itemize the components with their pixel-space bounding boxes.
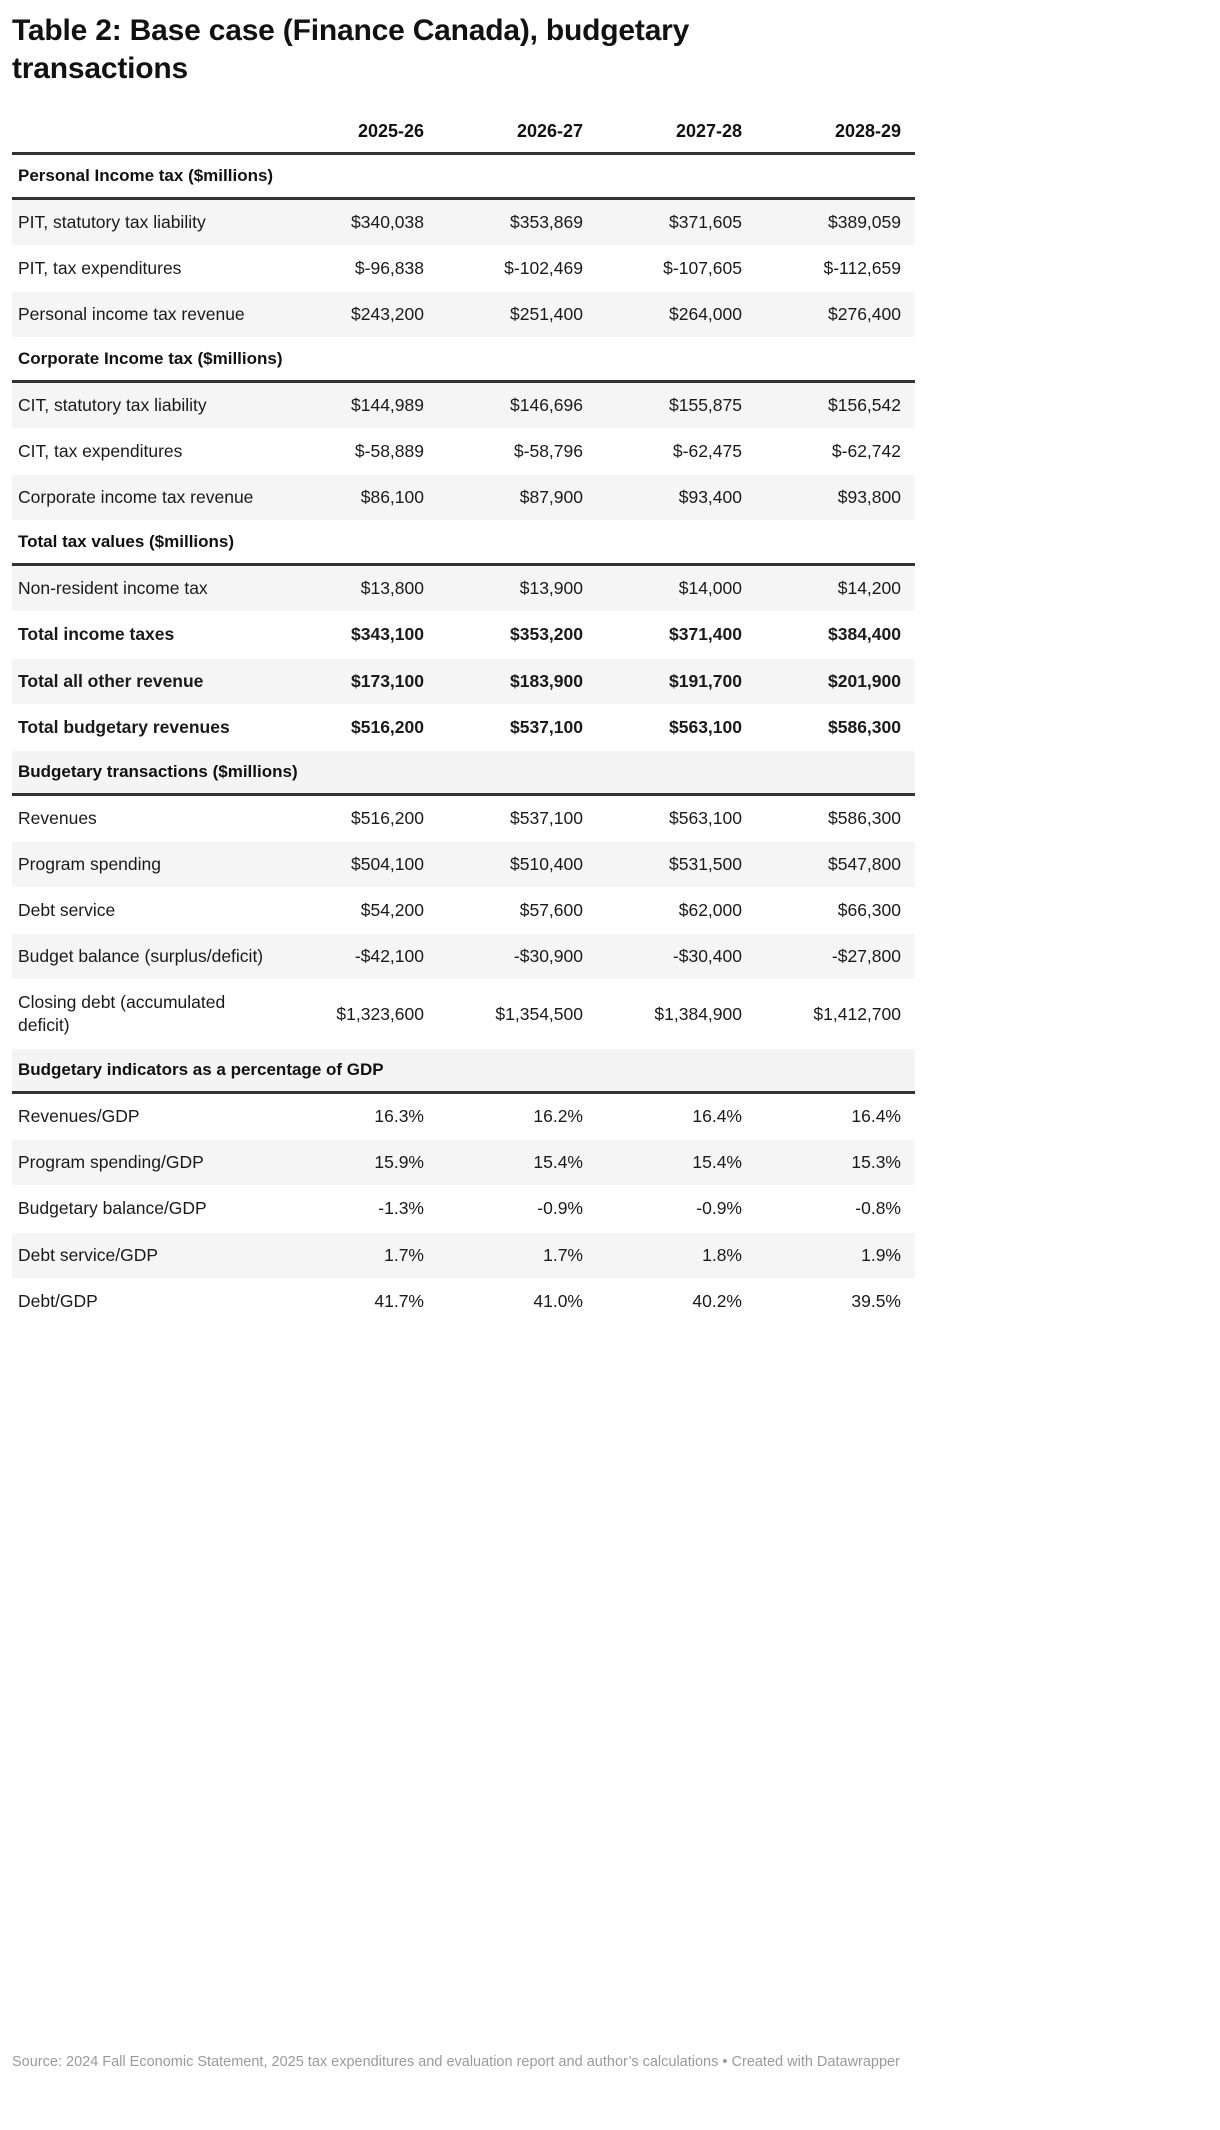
row-value: $1,323,600	[279, 980, 438, 1049]
row-label: Debt service/GDP	[12, 1232, 279, 1278]
table-row	[12, 658, 915, 704]
row-value: 1.7%	[438, 1232, 597, 1278]
row-value: $510,400	[438, 841, 597, 887]
row-value: $563,100	[597, 704, 756, 750]
row-label: Corporate income tax revenue	[12, 475, 279, 521]
row-value: $14,200	[756, 565, 915, 612]
table-container	[0, 115, 1220, 1325]
row-value: $191,700	[597, 658, 756, 704]
row-value: $389,059	[756, 198, 915, 245]
table-row	[12, 887, 915, 933]
column-header-label	[12, 115, 279, 154]
row-value: $-96,838	[279, 245, 438, 291]
row-value: $371,605	[597, 198, 756, 245]
row-label: Program spending/GDP	[12, 1140, 279, 1186]
row-value: -$27,800	[756, 934, 915, 980]
row-value: 41.0%	[438, 1278, 597, 1324]
row-value: $537,100	[438, 704, 597, 750]
row-value: $1,384,900	[597, 980, 756, 1049]
section-header-label: Total tax values ($millions)	[12, 521, 915, 565]
row-value: $144,989	[279, 382, 438, 429]
row-value: $13,800	[279, 565, 438, 612]
row-value: $264,000	[597, 291, 756, 337]
section-header-row	[12, 153, 915, 198]
row-value: 1.8%	[597, 1232, 756, 1278]
row-value: 40.2%	[597, 1278, 756, 1324]
table-row	[12, 1093, 915, 1140]
row-label: Debt service	[12, 887, 279, 933]
row-value: -0.9%	[597, 1186, 756, 1232]
table-row	[12, 245, 915, 291]
row-value: $155,875	[597, 382, 756, 429]
table-row	[12, 382, 915, 429]
row-label: Program spending	[12, 841, 279, 887]
row-value: $57,600	[438, 887, 597, 933]
row-value: $504,100	[279, 841, 438, 887]
row-value: $516,200	[279, 794, 438, 841]
row-value: $93,800	[756, 475, 915, 521]
row-value: $-107,605	[597, 245, 756, 291]
row-value: $353,869	[438, 198, 597, 245]
row-value: -1.3%	[279, 1186, 438, 1232]
row-value: $66,300	[756, 887, 915, 933]
section-header-row	[12, 338, 915, 382]
row-value: $537,100	[438, 794, 597, 841]
row-label: Budgetary balance/GDP	[12, 1186, 279, 1232]
row-value: $13,900	[438, 565, 597, 612]
row-label: Total income taxes	[12, 612, 279, 658]
table-row	[12, 1232, 915, 1278]
table-row	[12, 980, 915, 1049]
section-header-row	[12, 1049, 915, 1093]
table-row	[12, 934, 915, 980]
row-label: Debt/GDP	[12, 1278, 279, 1324]
row-value: $54,200	[279, 887, 438, 933]
row-value: 16.3%	[279, 1093, 438, 1140]
table-row	[12, 794, 915, 841]
row-value: $340,038	[279, 198, 438, 245]
section-header-label: Personal Income tax ($millions)	[12, 153, 915, 198]
row-value: $156,542	[756, 382, 915, 429]
row-value: 15.4%	[597, 1140, 756, 1186]
row-value: $563,100	[597, 794, 756, 841]
row-label: CIT, statutory tax liability	[12, 382, 279, 429]
row-label: CIT, tax expenditures	[12, 429, 279, 475]
row-value: $-58,796	[438, 429, 597, 475]
row-value: 15.3%	[756, 1140, 915, 1186]
row-label: PIT, tax expenditures	[12, 245, 279, 291]
header-row	[12, 115, 915, 154]
row-value: $384,400	[756, 612, 915, 658]
table-row	[12, 475, 915, 521]
row-label: Personal income tax revenue	[12, 291, 279, 337]
row-value: $516,200	[279, 704, 438, 750]
row-value: $-62,475	[597, 429, 756, 475]
row-value: $531,500	[597, 841, 756, 887]
table-row	[12, 841, 915, 887]
row-value: $1,412,700	[756, 980, 915, 1049]
table-row	[12, 1278, 915, 1324]
row-value: -$30,900	[438, 934, 597, 980]
row-value: 16.4%	[597, 1093, 756, 1140]
row-label: Total all other revenue	[12, 658, 279, 704]
row-value: $243,200	[279, 291, 438, 337]
table-header	[12, 115, 915, 154]
row-label: Revenues/GDP	[12, 1093, 279, 1140]
row-value: 1.9%	[756, 1232, 915, 1278]
column-header-2027-28: 2027-28	[597, 115, 756, 154]
column-header-2025-26: 2025-26	[279, 115, 438, 154]
row-value: 16.2%	[438, 1093, 597, 1140]
row-label: Revenues	[12, 794, 279, 841]
row-value: $14,000	[597, 565, 756, 612]
table-row	[12, 1140, 915, 1186]
row-value: 41.7%	[279, 1278, 438, 1324]
row-value: $-58,889	[279, 429, 438, 475]
page-title: Table 2: Base case (Finance Canada), budgetary transactions	[12, 14, 690, 86]
budget-table	[12, 115, 915, 1325]
row-value: 15.4%	[438, 1140, 597, 1186]
row-value: $-62,742	[756, 429, 915, 475]
section-header-row	[12, 521, 915, 565]
row-value: $251,400	[438, 291, 597, 337]
row-label: Non-resident income tax	[12, 565, 279, 612]
row-value: $586,300	[756, 704, 915, 750]
row-value: $586,300	[756, 794, 915, 841]
row-value: $-112,659	[756, 245, 915, 291]
row-value: $146,696	[438, 382, 597, 429]
row-value: $87,900	[438, 475, 597, 521]
row-value: $86,100	[279, 475, 438, 521]
section-header-label: Budgetary indicators as a percentage of GDP	[12, 1049, 915, 1093]
table-row	[12, 565, 915, 612]
row-label: Closing debt (accumulated deficit)	[12, 980, 279, 1049]
row-value: $276,400	[756, 291, 915, 337]
section-header-row	[12, 750, 915, 794]
row-value: $-102,469	[438, 245, 597, 291]
row-value: $353,200	[438, 612, 597, 658]
column-header-2028-29: 2028-29	[756, 115, 915, 154]
table-row	[12, 1186, 915, 1232]
table-row	[12, 291, 915, 337]
table-row	[12, 198, 915, 245]
row-value: $1,354,500	[438, 980, 597, 1049]
column-header-2026-27: 2026-27	[438, 115, 597, 154]
row-value: 1.7%	[279, 1232, 438, 1278]
row-value: $547,800	[756, 841, 915, 887]
row-value: 16.4%	[756, 1093, 915, 1140]
section-header-label: Budgetary transactions ($millions)	[12, 750, 915, 794]
row-value: $371,400	[597, 612, 756, 658]
row-value: $183,900	[438, 658, 597, 704]
row-value: $93,400	[597, 475, 756, 521]
row-label: Total budgetary revenues	[12, 704, 279, 750]
row-value: $62,000	[597, 887, 756, 933]
row-value: $343,100	[279, 612, 438, 658]
table-row	[12, 704, 915, 750]
row-value: 39.5%	[756, 1278, 915, 1324]
row-value: $201,900	[756, 658, 915, 704]
row-label: PIT, statutory tax liability	[12, 198, 279, 245]
table-body	[12, 153, 915, 1324]
row-value: -$42,100	[279, 934, 438, 980]
row-value: -0.8%	[756, 1186, 915, 1232]
row-value: -$30,400	[597, 934, 756, 980]
section-header-label: Corporate Income tax ($millions)	[12, 338, 915, 382]
row-label: Budget balance (surplus/deficit)	[12, 934, 279, 980]
row-value: -0.9%	[438, 1186, 597, 1232]
table-row	[12, 429, 915, 475]
table-row	[12, 612, 915, 658]
row-value: 15.9%	[279, 1140, 438, 1186]
source-note: Source: 2024 Fall Economic Statement, 2025 tax expenditures and evaluation report and author’s calculations • Created with Datawrapper	[12, 2054, 900, 2070]
row-value: $173,100	[279, 658, 438, 704]
